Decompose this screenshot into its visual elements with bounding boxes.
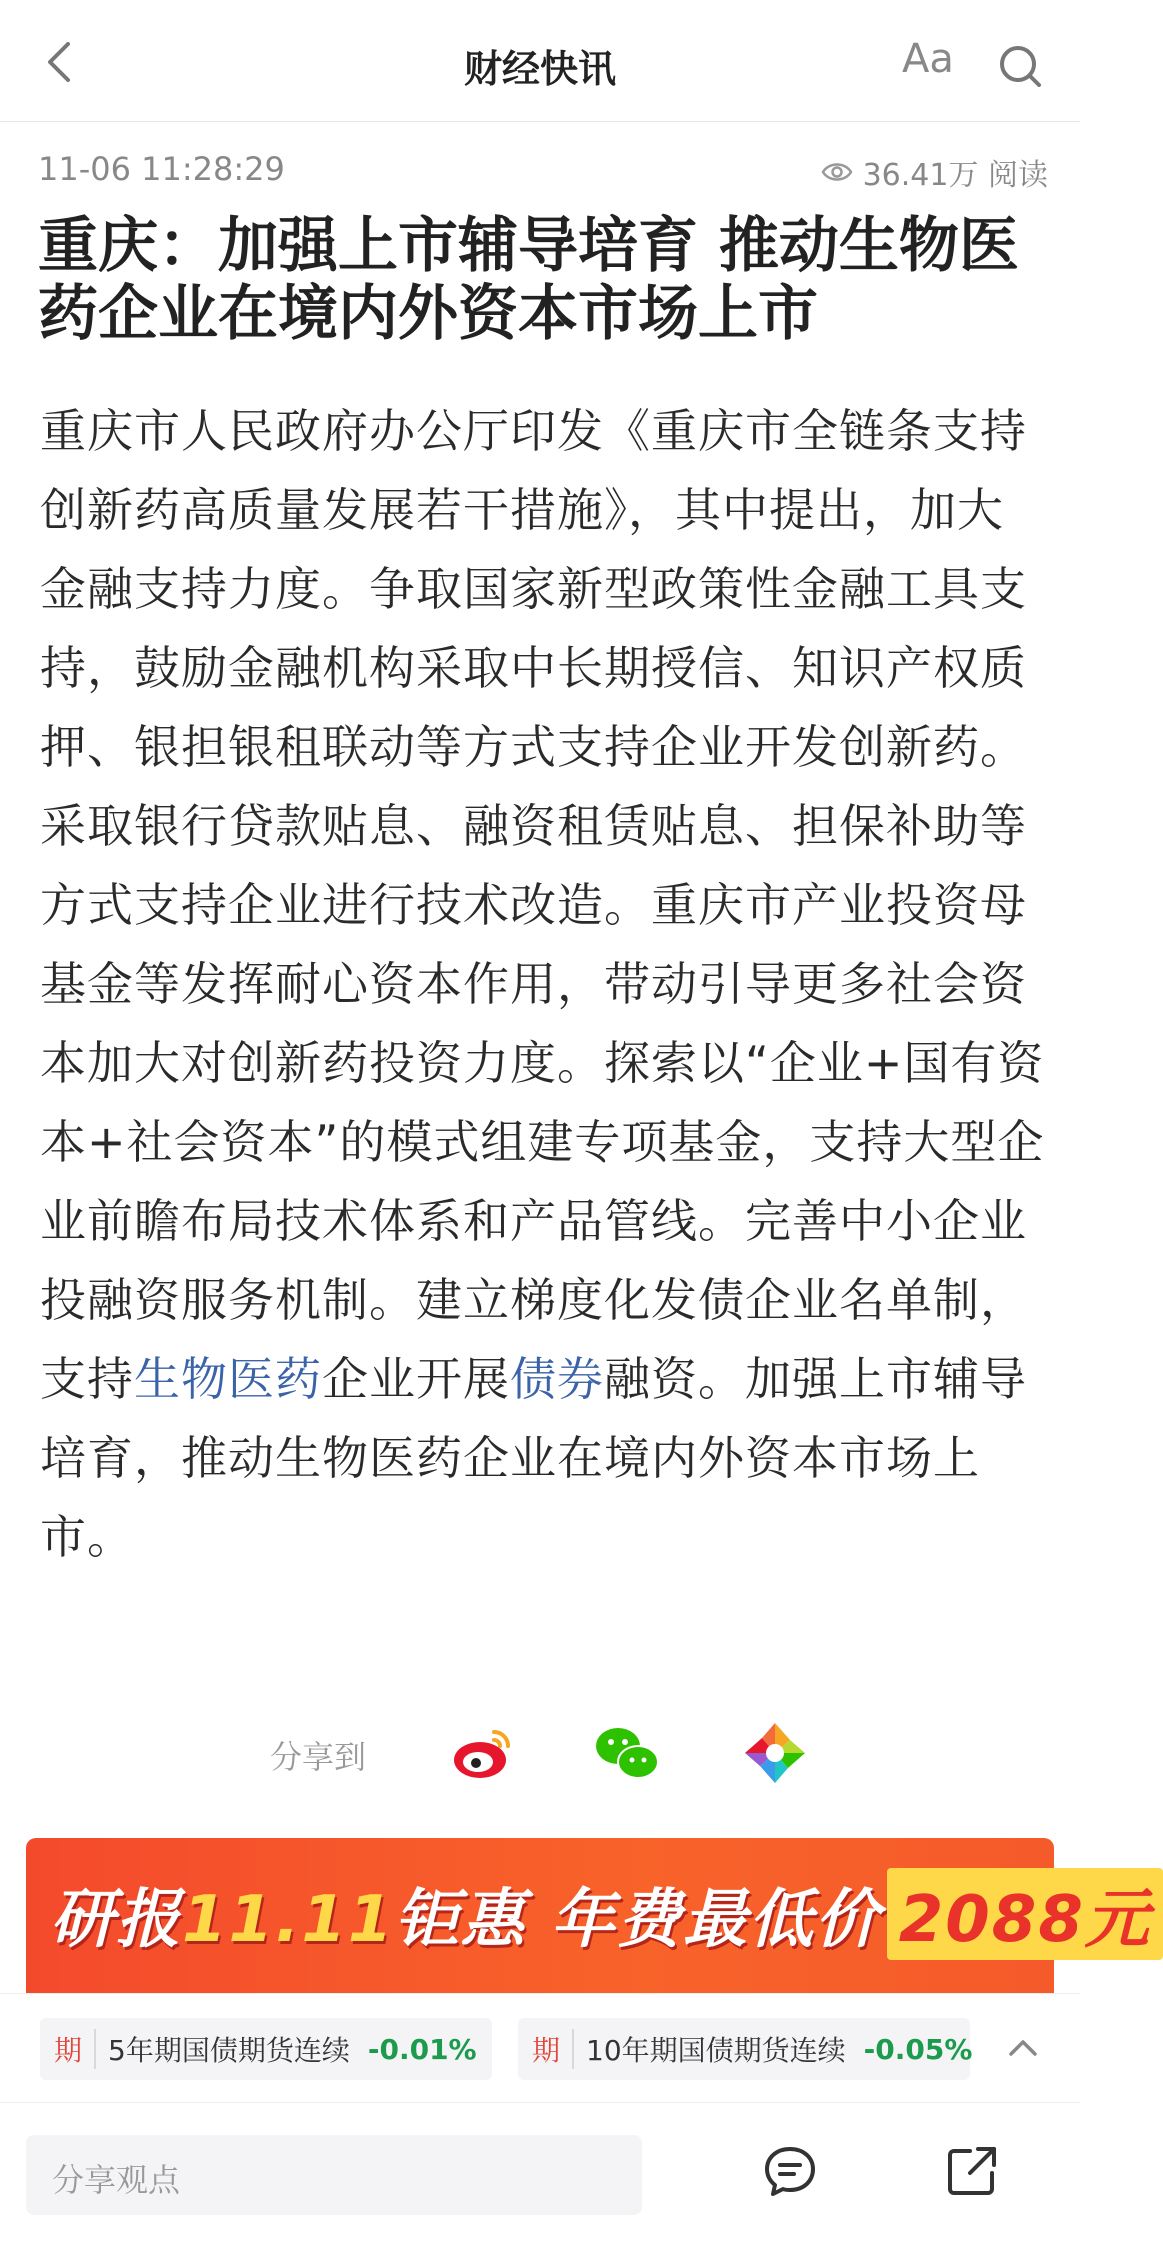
share-label: 分享到: [270, 1738, 367, 1776]
font-size-button[interactable]: Aa: [902, 36, 954, 82]
article-meta: [38, 150, 1048, 194]
stock-link-biomedicine[interactable]: 生物医药: [134, 1352, 322, 1406]
body-text-2: 企业开展: [322, 1352, 510, 1406]
stock-link-bonds[interactable]: 债券: [510, 1352, 604, 1406]
ticker-change: -0.05%: [863, 2032, 973, 2066]
article-headline: 重庆：加强上市辅导培育 推动生物医药企业在境内外资本市场上市: [38, 211, 1019, 349]
article-body: [40, 392, 1045, 1577]
eye-icon: [821, 160, 853, 184]
ticker-name: 5年期国债期货连续: [108, 2034, 350, 2067]
page-title: 财经快讯: [463, 47, 616, 91]
search-icon[interactable]: [996, 42, 1044, 90]
promo-price: 2088元: [887, 1868, 1163, 1960]
bottom-action-bar: [0, 2103, 1080, 2241]
promo-banner[interactable]: [26, 1838, 1151, 1993]
share-bar: [270, 1718, 830, 1788]
ticker-item[interactable]: [518, 2018, 973, 2080]
ticker-item[interactable]: [40, 2018, 492, 2080]
body-text-1: 重庆市人民政府办公厅印发《重庆市全链条支持创新药高质量发展若干措施》，其中提出，加大金融支持力度。争取国家新型政策性金融工具支持，鼓励金融机构采取中长期授信、知识产权质押、银担银租联动等方式支持企业开发创新药。采取银行贷款贴息、融资租赁贴息、担保补助等方式支持企业进行技术改造。重庆市产业投资母基金等发挥耐心资本作用，带动引导更多社会资本加大对创新药投资力度。探索以“企业+国有资本+社会资本”的模式组建专项基金，支持大型企业前瞻布局技术体系和产品管线。完善中小企业投融资服务机制。建立梯度化发债企业名单制，支持: [40, 404, 1045, 1406]
ticker-name: 10年期国债期货连续: [586, 2034, 846, 2067]
publish-time: 11-06 11:28:29: [38, 150, 285, 188]
wechat-icon[interactable]: [592, 1718, 662, 1788]
promo-banner-text: 研报11.11钜惠 年费最低价 2088元: [50, 1868, 1163, 1960]
view-count-text: 36.41万 阅读: [862, 158, 1048, 193]
share-icon[interactable]: [944, 2143, 1000, 2199]
top-navigation-bar: [0, 0, 1080, 122]
futures-tag: 期: [54, 2029, 96, 2069]
body-text-3: 融资。加强上市辅导培育，推动生物医药企业在境内外资本市场上市。: [40, 1352, 1027, 1564]
weibo-icon[interactable]: [448, 1718, 518, 1788]
ticker-change: -0.01%: [367, 2032, 477, 2066]
comment-input[interactable]: 分享观点: [26, 2135, 642, 2215]
futures-ticker-bar: [0, 1993, 1080, 2103]
view-count: [821, 150, 1048, 194]
futures-tag: 期: [532, 2029, 574, 2069]
chevron-up-icon[interactable]: [1006, 2030, 1040, 2064]
moments-icon[interactable]: [740, 1718, 810, 1788]
comment-icon[interactable]: [762, 2143, 818, 2199]
